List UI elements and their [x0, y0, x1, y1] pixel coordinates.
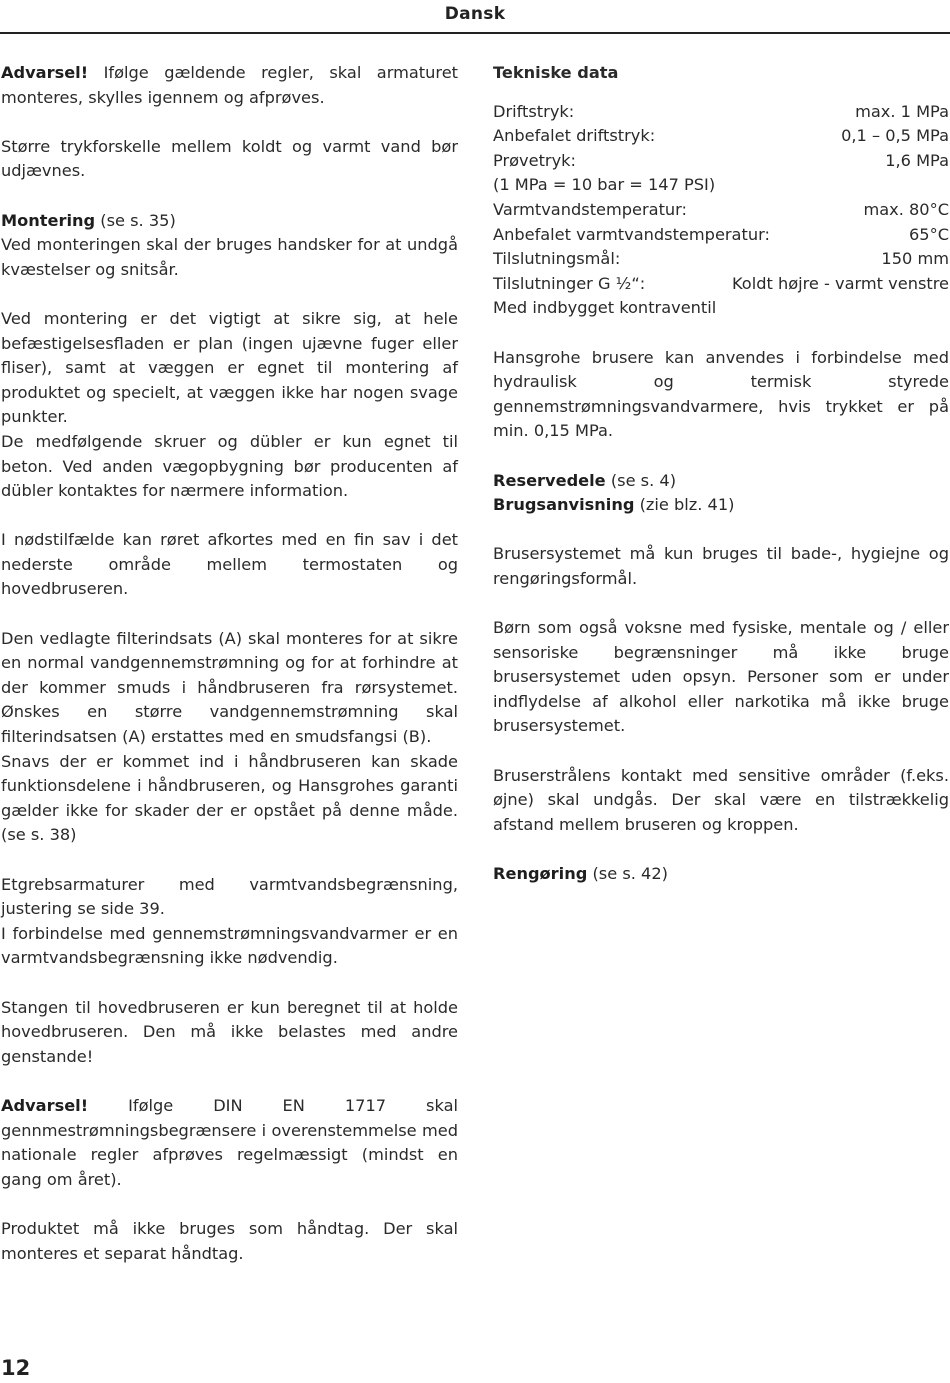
tech-data-heading: Tekniske data — [493, 63, 619, 82]
water-heater-paragraph: Hansgrohe brusere kan anvendes i forbindelse med hydraulisk og termisk styrede gennemstrømningsvandvarmere, hvis trykket er på min. 0,15 MPa. — [493, 347, 949, 441]
mounting-page-ref: (se s. 35) — [95, 210, 176, 230]
spec-label: Anbefalet driftstryk: — [493, 126, 656, 146]
page-number: 12 — [1, 1356, 31, 1380]
right-column — [493, 61, 949, 911]
mounting-gloves-paragraph: Ved monteringen skal der bruges handsker for at undgå kvæstelser og snitsår. — [1, 235, 458, 279]
spec-row — [493, 247, 949, 272]
emergency-cut-paragraph: I nødstilfælde kan røret afkortes med en fin sav i det nederste område mellem termostaten og hovedbruseren. — [1, 530, 458, 599]
spec-label: Driftstryk: — [493, 101, 575, 121]
mounting-heading: Montering — [1, 210, 96, 230]
din-warning-paragraph — [1, 1094, 458, 1192]
spec-row — [493, 124, 949, 149]
spec-label: Tilslutninger G ½“: — [493, 273, 646, 293]
children-warning-paragraph: Børn som også voksne med fysiske, mentale og / eller sensoriske begrænsninger må ikke bruge brusersystemet uden opsyn. Personer som er under indflydelse af alkohol eller narkotika må ikke bruge brusersystemet. — [493, 618, 949, 736]
handle-paragraph: Produktet må ikke bruges som håndtag. Der skal monteres et separat håndtag. — [1, 1218, 458, 1263]
spec-row — [493, 272, 949, 297]
cleaning-page-ref: (se s. 42) — [587, 864, 668, 883]
pressure-difference-paragraph: Større trykforskelle mellem koldt og varmt vand bør udjævnes. — [1, 136, 458, 181]
spray-contact-paragraph: Bruserstrålens kontakt med sensitive områder (f.eks. øjne) skal undgås. Der skal være en tilstrækkelig afstand mellem bruseren og kroppen. — [493, 765, 949, 834]
spec-label: Tilslutningsmål: — [493, 249, 621, 269]
spec-row — [493, 100, 949, 125]
header-divider — [0, 32, 950, 34]
spare-parts-page-ref: (se s. 4) — [605, 470, 677, 490]
spec-label: (1 MPa = 10 bar = 147 PSI) — [493, 175, 716, 195]
warning-label: Advarsel! — [1, 63, 89, 82]
instructions-line — [493, 493, 949, 518]
spec-label: Varmtvandstemperatur: — [493, 199, 688, 219]
spec-value: max. 80°C — [863, 199, 949, 219]
instructions-heading: Brugsanvisning — [493, 495, 635, 515]
screws-dowels-paragraph: De medfølgende skruer og dübler er kun egnet til beton. Ved anden vægopbygning bør producenten af dübler kontaktes for nærmere information. — [1, 431, 458, 501]
spec-value: max. 1 MPa — [855, 101, 949, 121]
warning-text: Ifølge gældende regler, skal armaturet monteres, skylles igennem og afprøves. — [1, 63, 458, 107]
mounting-surface-paragraph: Ved montering er det vigtigt at sikre sig, at hele befæstigelsesfladen er plan (ingen ujævne fuger eller fliser), samt at væggen er egnet til montering af produktet og specielt, at væggen ikke har nogen svage punkter. — [1, 308, 458, 427]
spec-row — [493, 296, 949, 321]
din-warning-text: Ifølge DIN EN 1717 skal gennmestrømningsbegrænsere i overenstemmelse med nationale regler afprøves regelmæssigt (mindst en gang om året). — [1, 1095, 458, 1189]
left-column — [1, 61, 458, 1291]
spare-parts-line — [493, 469, 949, 494]
spec-value: 1,6 MPa — [885, 150, 949, 170]
spec-value: Koldt højre - varmt venstre — [732, 273, 949, 293]
spec-value: 150 mm — [881, 249, 949, 269]
spec-row — [493, 198, 949, 223]
spec-row — [493, 173, 949, 198]
warning-paragraph — [1, 61, 458, 110]
din-warning-label: Advarsel! — [1, 1095, 89, 1115]
cleaning-heading: Rengøring — [493, 864, 588, 883]
spec-label: Med indbygget kontraventil — [493, 298, 717, 318]
mounting-heading-line — [1, 209, 458, 234]
dirt-warranty-paragraph: Snavs der er kommet ind i håndbruseren kan skade funktionsdelene i håndbruseren, og Hansgrohes garanti gælder ikke for skader der er opstået på denne måde. (se s. 38) — [1, 751, 458, 845]
spec-label: Prøvetryk: — [493, 150, 576, 170]
cleaning-line — [493, 862, 949, 887]
page-header-language: Dansk — [444, 4, 506, 24]
spec-row — [493, 223, 949, 248]
spec-label: Anbefalet varmtvandstemperatur: — [493, 224, 770, 244]
spare-parts-heading: Reservedele — [493, 470, 606, 490]
single-lever-paragraph: Etgrebsarmaturer med varmtvandsbegrænsning, justering se side 39. — [1, 874, 458, 919]
usage-purpose-paragraph: Brusersystemet må kun bruges til bade-, hygiejne og rengøringsformål. — [493, 544, 949, 588]
shower-rail-paragraph: Stangen til hovedbruseren er kun beregnet til at holde hovedbruseren. Den må ikke belastes med andre genstande! — [1, 997, 458, 1066]
instantaneous-heater-paragraph: I forbindelse med gennemstrømningsvandvarmer er en varmtvandsbegrænsning ikke nødvendig. — [1, 923, 458, 968]
spec-value: 65°C — [909, 224, 949, 244]
tech-specs-list — [493, 100, 949, 321]
instructions-page-ref: (zie blz. 41) — [634, 495, 735, 515]
filter-insert-paragraph: Den vedlagte filterindsats (A) skal monteres for at sikre en normal vandgennemstrømning og for at forhindre at der kommer smuds i håndbruseren fra rørsystemet. Ønskes en større vandgennemstrømning skal filterindsatsen (A) erstattes med en smudsfangsi (B). — [1, 628, 458, 747]
spec-row — [493, 149, 949, 174]
spec-value: 0,1 – 0,5 MPa — [841, 126, 949, 146]
